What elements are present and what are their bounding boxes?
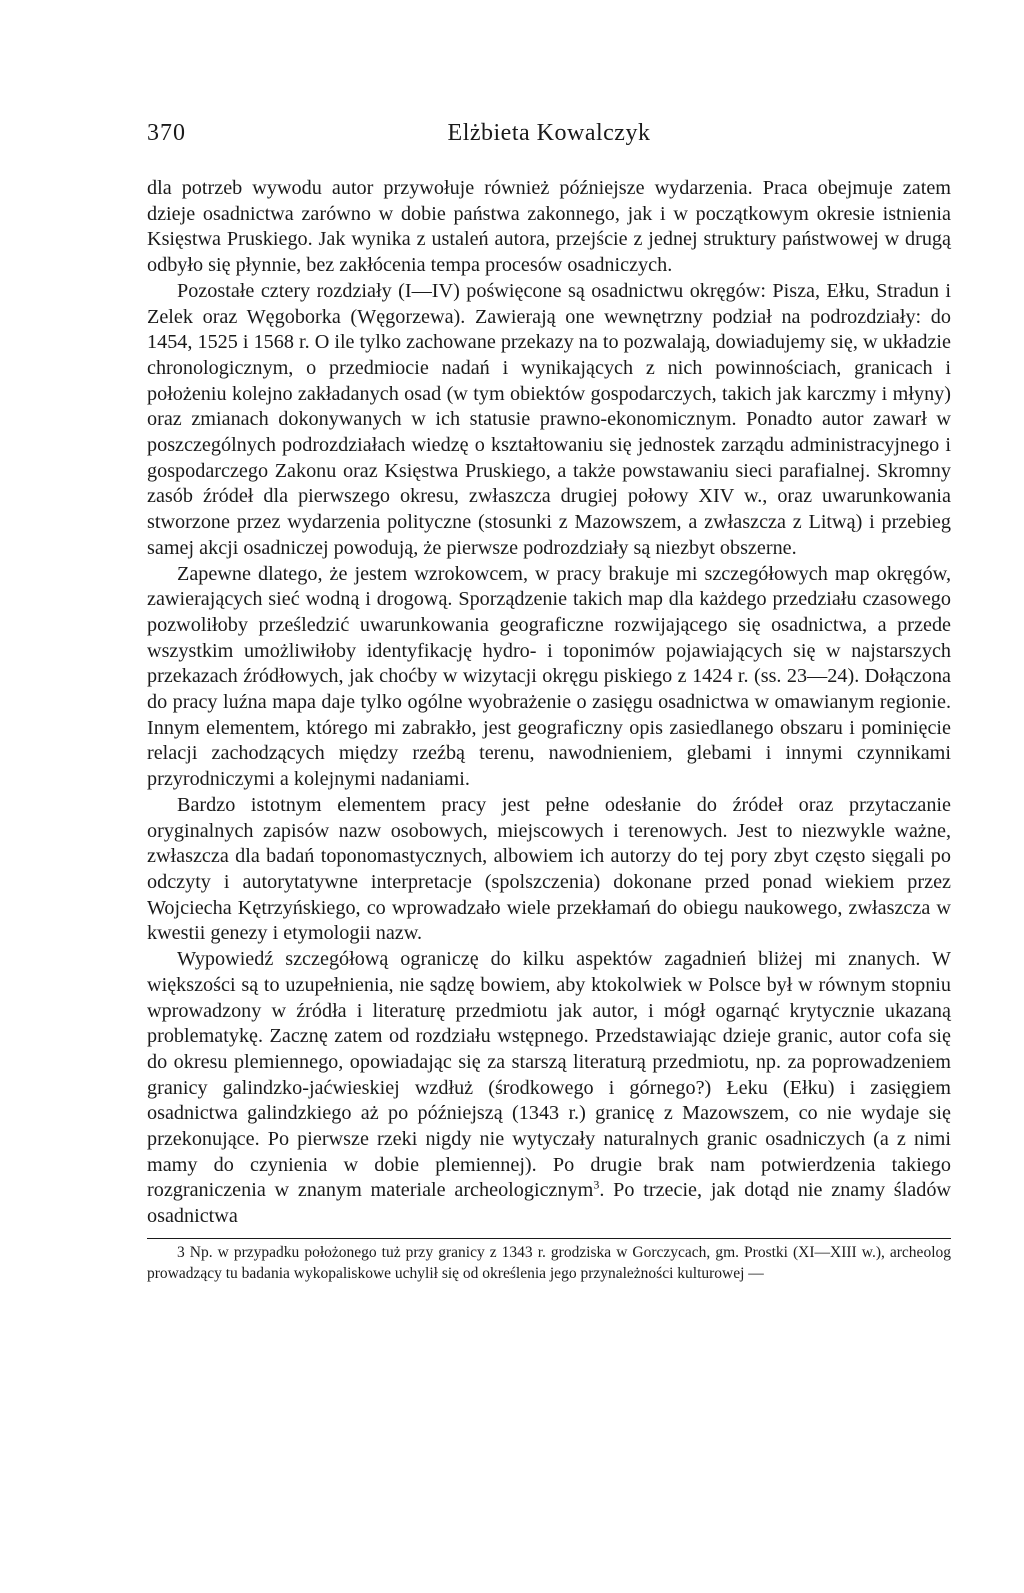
article-body bbox=[147, 176, 951, 1230]
running-head: Elżbieta Kowalczyk bbox=[447, 120, 651, 146]
footnotes bbox=[147, 1238, 951, 1284]
paragraph bbox=[147, 947, 951, 1230]
paragraph: Bardzo istotnym elementem pracy jest pełne odesłanie do źródeł oraz przytaczanie oryginalnych zapisów nazw osobowych, miejscowych i terenowych. Jest to niezwykle ważne, zwłaszcza dla badań toponomastycznych, albowiem ich autorzy do tej pory zbyt często sięgali po odczyty i autorytatywne interpretacje (spolszczenia) dokonane przed ponad wiekiem przez Wojciecha Kętrzyńskiego, co wprowadzało wiele przekłamań do obiegu naukowego, zwłaszcza w kwestii genezy i etymologii nazw. bbox=[147, 793, 951, 945]
footnote: 3 Np. w przypadku położonego tuż przy granicy z 1343 r. grodziska w Gorczycach, gm. Prostki (XI—XIII w.), archeolog prowadzący tu badania wykopaliskowe uchylił się od określenia jego przynależności kulturowej — bbox=[147, 1243, 951, 1282]
footnote-reference[interactable]: 3 bbox=[593, 1177, 600, 1192]
page bbox=[147, 120, 951, 1284]
paragraph: dla potrzeb wywodu autor przywołuje również późniejsze wydarzenia. Praca obejmuje zatem dzieje osadnictwa zarówno w dobie państwa zakonnego, jak i w początkowym okresie istnienia Księstwa Pruskiego. Jak wynika z ustaleń autora, przejście z jednej struktury państwowej w drugą odbyło się płynnie, bez zakłócenia tempa procesów osadniczych. bbox=[147, 177, 951, 277]
paragraph-text: Wypowiedź szczegółową ograniczę do kilku aspektów zagadnień bliżej mi znanych. W większości są to uzupełnienia, nie sądzę bowiem, aby ktokolwiek w Polsce był w równym stopniu wprowadzony w źródła i literaturę przedmiotu jak autor, i mógł ogarnąć krytycznie ukazaną problematykę. Zacznę zatem od rozdziału wstępnego. Przedstawiając dzieje granic, autor cofa się do okresu plemiennego, opowiadając się za starszą literaturą przedmiotu, np. za poprowadzeniem granicy galindzko-jaćwieskiej wzdłuż (środkowego i górnego?) Łeku (Ełku) i zasięgiem osadnictwa galindzkiego aż po późniejszą (1343 r.) granicę z Mazowszem, co nie wydaje się przekonujące. Po pierwsze rzeki nigdy nie wytyczały naturalnych granic osadniczych (a z nimi mamy do czynienia w dobie plemiennej). Po drugie brak nam potwierdzenia takiego rozgraniczenia w znanym materiale archeologicznym bbox=[147, 948, 951, 1202]
paragraph: Pozostałe cztery rozdziały (I—IV) poświęcone są osadnictwu okręgów: Pisza, Ełku, Stradun i Zelek oraz Węgoborka (Węgorzewa). Zawierają one wewnętrzny podział na podrozdziały: do 1454, 1525 i 1568 r. O ile tylko zachowane przekazy na to pozwalają, dowiadujemy się, w układzie chronologicznym, o przedmiocie nadań i wynikających z nich powinnościach, granicach i położeniu kolejno zakładanych osad (w tym obiektów gospodarczych, takich jak karczmy i młyny) oraz zmianach dokonywanych w ich statusie prawno-ekonomicznym. Ponadto autor zawarł w poszczególnych podrozdziałach wiedzę o kształtowaniu się jednostek zarządu administracyjnego i gospodarczego Zakonu oraz Księstwa Pruskiego, a także powstawaniu sieci parafialnej. Skromny zasób źródeł dla pierwszego okresu, zwłaszcza drugiej połowy XIV w., oraz uwarunkowania stworzone przez wydarzenia polityczne (stosunki z Mazowszem, a zwłaszcza z Litwą) i przebieg samej akcji osadniczej powodują, że pierwsze podrozdziały są niezbyt obszerne. bbox=[147, 279, 951, 559]
paragraph-text-tail: . Po trzecie, jak dotąd nie znamy śladów osadnictwa bbox=[147, 1179, 951, 1228]
page-number: 370 bbox=[147, 120, 186, 146]
page-header bbox=[147, 120, 951, 160]
paragraph: Zapewne dlatego, że jestem wzrokowcem, w pracy brakuje mi szczegółowych map okręgów, zawierających sieć wodną i drogową. Sporządzenie takich map dla każdego przedziału czasowego pozwoliłoby prześledzić uwarunkowania geograficzne rozwijającego się osadnictwa, a przede wszystkim umożliwiłoby identyfikację hydro- i toponimów pojawiających się w najstarszych przekazach źródłowych, jak choćby w wizytacji okręgu piskiego z 1424 r. (ss. 23—24). Dołączona do pracy luźna mapa daje tylko ogólne wyobrażenie o zasięgu osadnictwa w omawianym regionie. Innym elementem, którego mi zabrakło, jest geograficzny opis zasiedlanego obszaru i pominięcie relacji zachodzących między rzeźbą terenu, nawodnieniem, glebami i innymi czynnikami przyrodniczymi a kolejnymi nadaniami. bbox=[147, 562, 951, 791]
